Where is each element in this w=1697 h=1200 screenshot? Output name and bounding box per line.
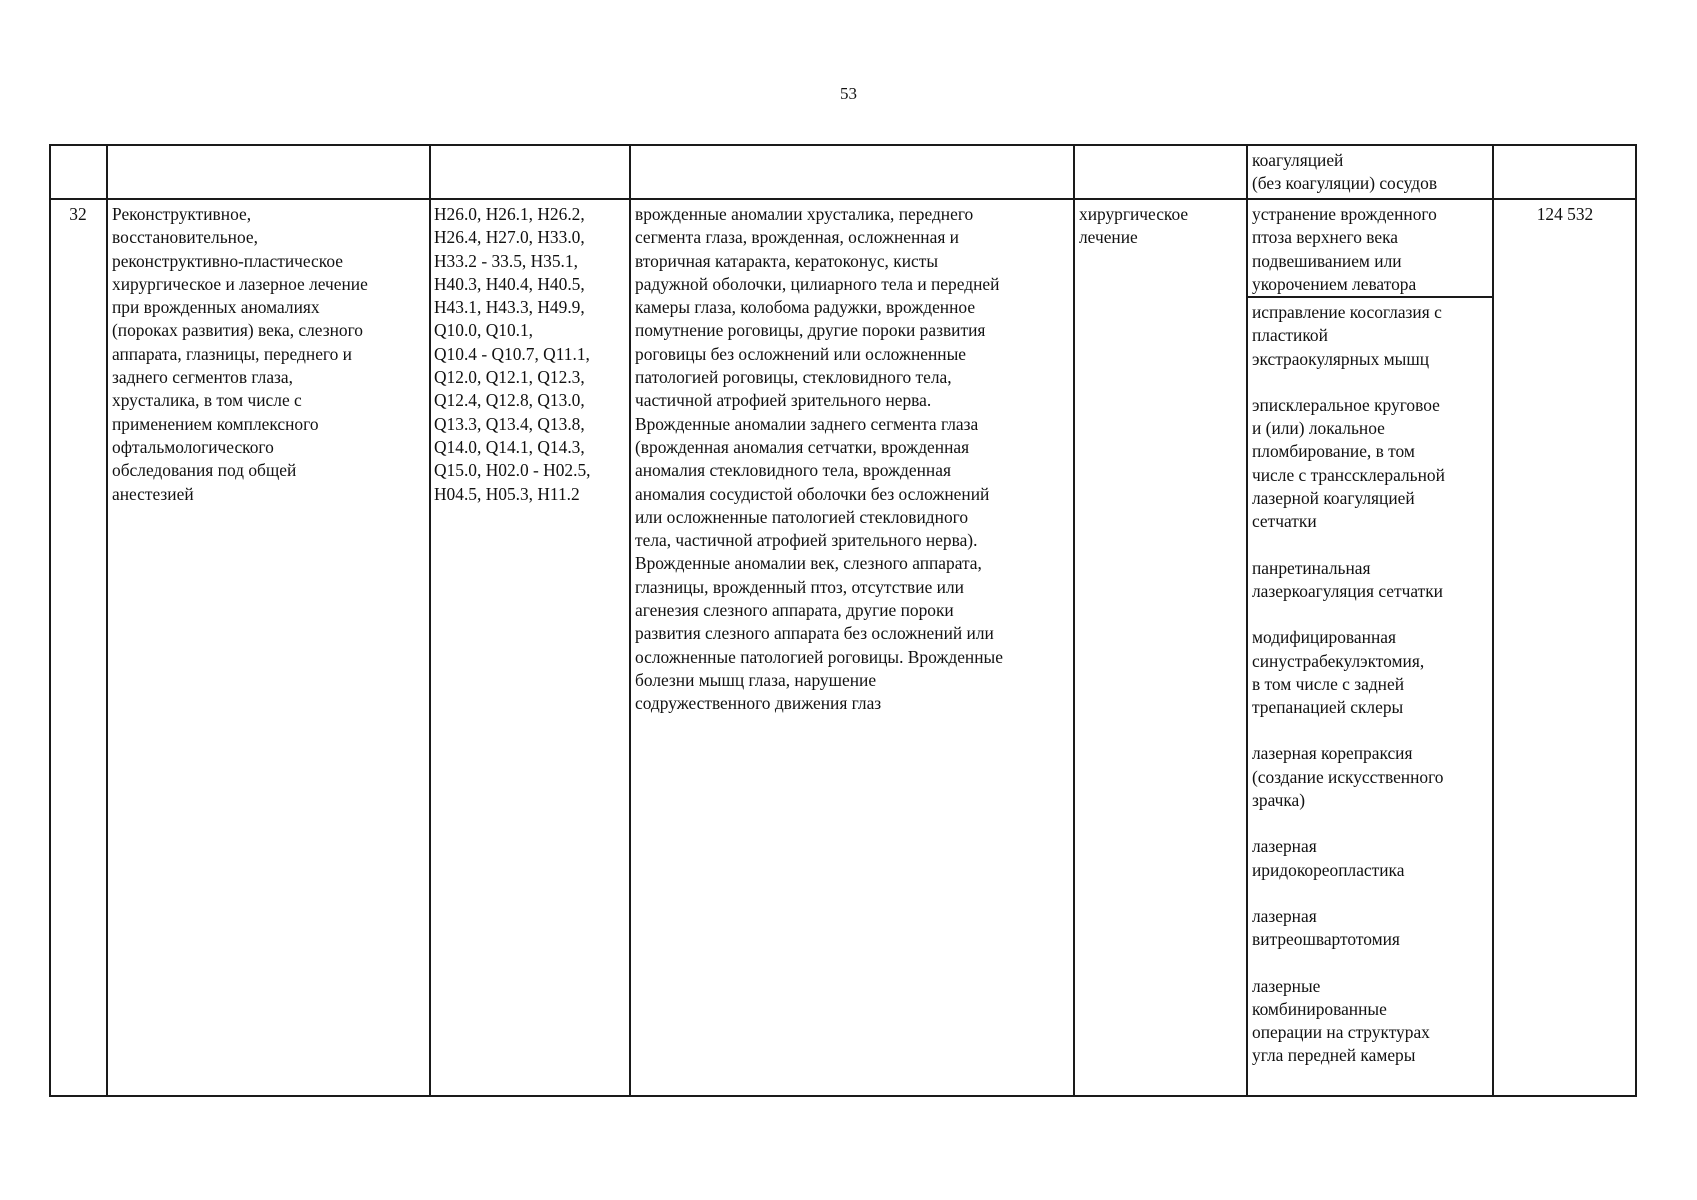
column-divider [1246,144,1248,1097]
page-number: 53 [840,84,857,103]
treatment-method-cell: устранение врожденного птоза верхнего века подвешиванием или укорочением леватора [1252,204,1437,294]
column-divider [1073,144,1075,1097]
column-divider [429,144,431,1097]
treatment-method-item: лазерные комбинированные операции на структурах угла передней камеры [1252,975,1430,1066]
continuation-method-cell: коагуляцией (без коагуляции) сосудов [1252,150,1438,194]
row-number-cell: 32 [69,204,87,224]
table-bottom-border [49,1095,1637,1097]
cost-cell: 124 532 [1536,204,1594,224]
treatment-method-item: эписклеральное круговое и (или) локальное пломбирование, в том числе с транссклеральной лазерной коагуляцией сетчатки [1252,394,1445,532]
table-top-border [49,144,1637,146]
treatment-method-item: лазерная иридокореопластика [1252,836,1405,880]
method-subrow-divider [1246,296,1492,298]
treatment-method-item: лазерная корепраксия (создание искусственного зрачка) [1252,743,1444,811]
patient-model-cell: врожденные аномалии хрусталика, переднего сегмента глаза, врожденная, осложненная и вторичная катаракта, кератоконус, кисты радужной оболочки, цилиарного тела и передней камеры глаза, колобома радужки, врожденное помутнение роговицы, другие пороки развития роговицы без осложнений или осложненные патологией роговицы, стекловидного тела, частичной атрофией зрительного нерва. Врожденные аномалии заднего сегмента глаза (врожденная аномалия сетчатки, врожденная аномалия стекловидного тела, врожденная аномалия сосудистой оболочки без осложнений или осложненные патологией стекловидного тела, частичной атрофией зрительного нерва). Врожденные аномалии век, слезного аппарата, глазницы, врожденный птоз, отсутствие или агенезия слезного аппарата, другие пороки развития слезного аппарата без осложнений или осложненные патологией роговицы. Врожденные болезни мышц глаза, нарушение содружественного движения глаз [635,204,1003,714]
table-left-border [49,144,51,1097]
icd-codes-cell: H26.0, H26.1, H26.2, H26.4, H27.0, H33.0, H33.2 - 33.5, H35.1, H40.3, H40.4, H40.5, H43.1, H43.3, H49.9, Q10.0, Q10.1, Q10.4 - Q10.7, Q11.1, Q12.0, Q12.1, Q12.3, Q12.4, Q12.8, Q13.0, Q13.3, Q13.4, Q13.8, Q14.0, Q14.1, Q14.3, Q15.0, H02.0 - H02.5, H04.5, H05.3, H11.2 [434,204,591,504]
table-right-border [1635,144,1637,1097]
care-types-table [49,144,1637,1097]
column-divider [1492,144,1494,1097]
column-divider [106,144,108,1097]
treatment-methods-list [1252,301,1488,1068]
treatment-method-item: лазерная витреошвартотомия [1252,905,1400,950]
treatment-method-item: панретинальная лазеркоагуляция сетчатки [1252,557,1443,601]
treatment-type-cell: хирургическое лечение [1079,204,1189,248]
care-type-name-cell: Реконструктивное, восстановительное, реконструктивно-пластическое хирургическое и лазерное лечение при врожденных аномалиях (пороках развития) века, слезного аппарата, глазницы, переднего и заднего сегментов глаза, хрусталика, в том числе с применением комплексного офтальмологического обследования под общей анестезией [112,204,368,504]
treatment-method-item: исправление косоглазия с пластикой экстраокулярных мышц [1252,302,1442,369]
treatment-method-item: модифицированная синустрабекулэктомия, в том числе с задней трепанацией склеры [1252,627,1425,718]
column-divider [629,144,631,1097]
row-divider [49,198,1637,200]
